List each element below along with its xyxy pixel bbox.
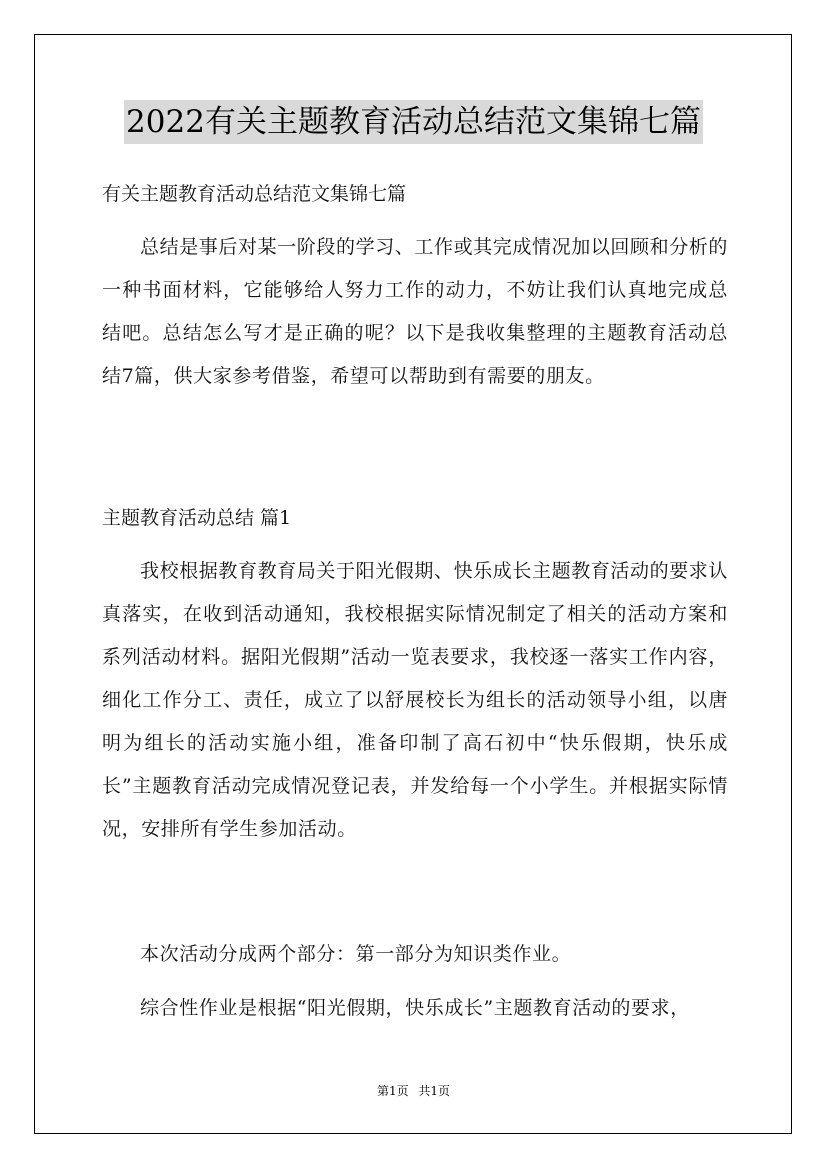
section-paragraph-2: 本次活动分成两个部分：第一部分为知识类作业。: [140, 943, 572, 965]
page-number: 第1页: [376, 1084, 409, 1098]
section-paragraph-1: 我校根据教育教育局关于阳光假期、快乐成长主题教育活动的要求认真落实，在收到活动通知，我校根据实际情况制定了相关的活动方案和系列活动材料。据阳光假期”活动一览表要求，我校逐一落实工作内容，细化工作分工、责任，成立了以舒展校长为组长的活动领导小组，以唐明为组长的活动实施小组，准备印制了高石初中“快乐假期，快乐成长”主题教育活动完成情况登记表，并发给每一个小学生。并根据实际情况，安排所有学生参加活动。: [102, 560, 729, 840]
intro-paragraph: 总结是事后对某一阶段的学习、工作或其完成情况加以回顾和分析的一种书面材料，它能够给人努力工作的动力，不妨让我们认真地完成总结吧。总结怎么写才是正确的呢？以下是我收集整理的主题教育活动总结7篇，供大家参考借鉴，希望可以帮助到有需要的朋友。: [102, 236, 729, 387]
section-heading: 主题教育活动总结 篇1: [102, 507, 292, 529]
page-footer: [0, 1082, 827, 1100]
document-title: 2022有关主题教育活动总结范文集锦七篇: [124, 100, 703, 144]
title-container: [0, 100, 827, 144]
section-paragraph-3: 综合性作业是根据“阳光假期，快乐成长”主题教育活动的要求，: [140, 997, 690, 1019]
document-subtitle: 有关主题教育活动总结范文集锦七篇: [102, 183, 407, 205]
page-total: 共1页: [418, 1084, 451, 1098]
